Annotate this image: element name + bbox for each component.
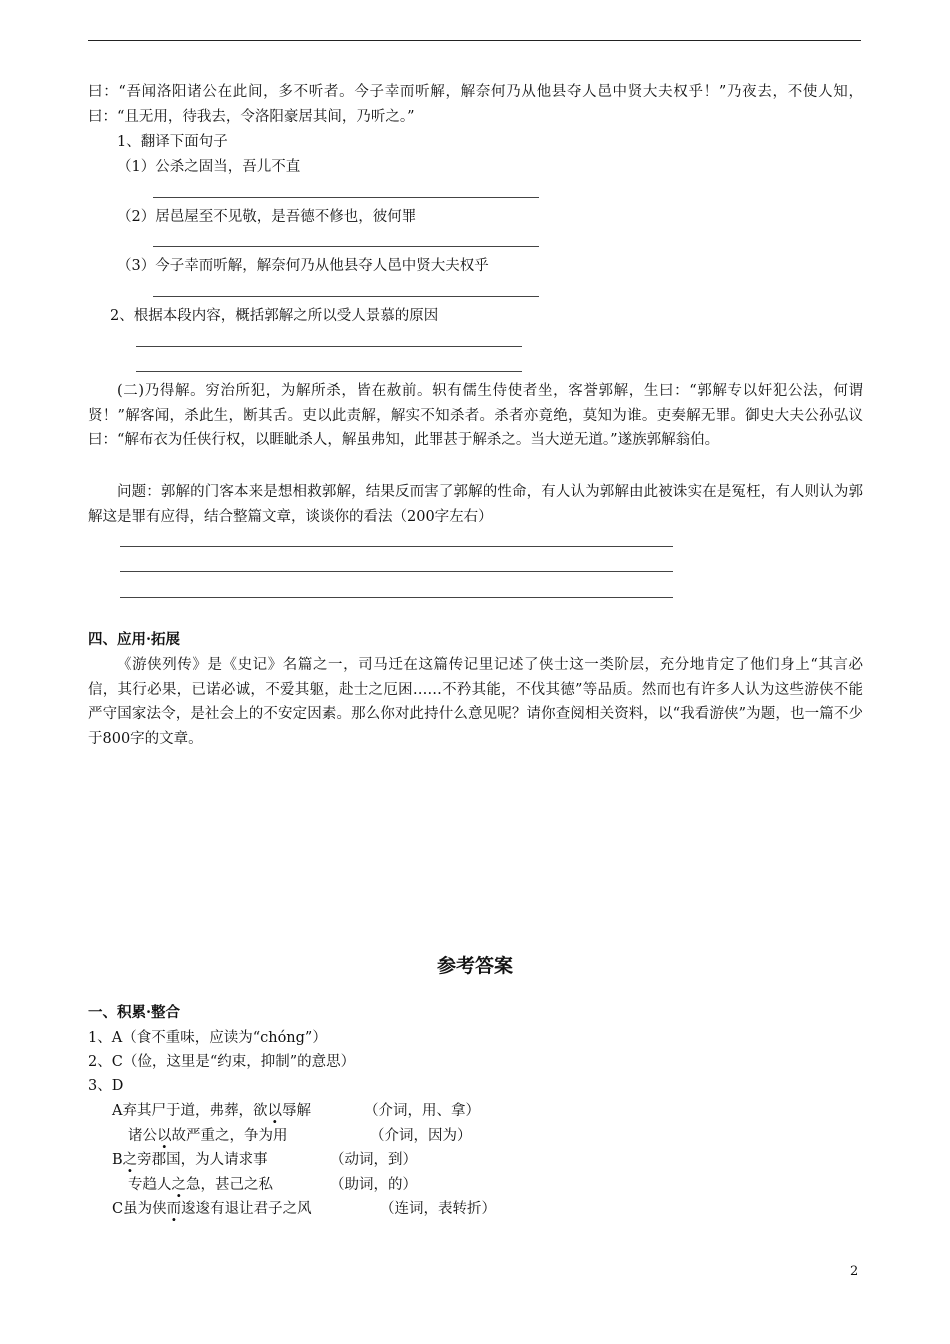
text: C虽为侠	[112, 1201, 167, 1217]
answer-3-line-A1	[112, 1101, 311, 1121]
answer-blank[interactable]	[136, 346, 522, 347]
emphasis-dot-char: 而	[166, 1201, 182, 1217]
answer-3-note-B1: （动词，到）	[330, 1152, 417, 1168]
question-1-title: 1、翻译下面句子	[117, 134, 228, 150]
answer-3-note-A1: （介词，用、拿）	[364, 1103, 480, 1119]
question-1-item-2: （2）居邑屋至不见敬，是吾德不修也，彼何罪	[117, 209, 417, 225]
answer-3-line-A2	[128, 1126, 288, 1146]
text: 急，甚己之私	[186, 1177, 273, 1193]
answer-3-note-B2: （助词，的）	[330, 1177, 417, 1193]
answer-3-line-B1	[112, 1150, 268, 1170]
passage-2: (二)乃得解。穷治所犯，为解所杀，皆在赦前。轵有儒生侍使者坐，客誉郭解，生曰：“郭解专以奸犯公法，何谓贤！”解客闻，杀此生，断其舌。吏以此责解，解实不知杀者。杀者亦竟绝，莫知为谁。吏奏解无罪。御史大夫公孙弘议曰：“解布衣为任侠行权，以睚眦杀人，解虽弗知，此罪甚于解杀之。当大逆无道。”遂族郭解翁伯。	[88, 383, 863, 448]
text: 旁郡国，为人请求事	[137, 1152, 268, 1168]
question-1-item-3: （3）今子幸而听解，解奈何乃从他县夺人邑中贤大夫权乎	[117, 258, 489, 274]
answer-3-note-C1: （连词，表转折）	[380, 1201, 496, 1217]
emphasis-dot-char: 之	[171, 1177, 186, 1193]
text: 诸公	[128, 1128, 157, 1144]
answer-blank[interactable]	[120, 597, 673, 598]
text: 故严重之，争为用	[171, 1128, 288, 1144]
page-number: 2	[850, 1264, 859, 1279]
section-4-body: 《游侠列传》是《史记》名篇之一，司马迁在这篇传记里记述了侠士这一类阶层，充分地肯定了他们身上“其言必信，其行必果，已诺必诚，不爱其躯，赴士之厄困……不矜其能，不伐其德”等品质。然而也有许多人认为这些游侠不能严守国家法令，是社会上的不安定因素。那么你对此持什么意见呢？请你查阅相关资料，以“我看游侠”为题，也一篇不少于800字的文章。	[88, 657, 863, 747]
answer-blank[interactable]	[120, 546, 673, 547]
answer-blank[interactable]	[136, 371, 522, 372]
emphasis-dot-char: 之	[122, 1152, 138, 1168]
question-1-item-1: （1）公杀之固当，吾儿不直	[117, 159, 301, 175]
answers-section-1-heading: 一、积累·整合	[88, 1004, 181, 1021]
answer-blank[interactable]	[120, 571, 673, 572]
answer-blank[interactable]	[153, 246, 539, 247]
answer-3-line-C1	[112, 1199, 312, 1219]
answer-3: 3、D	[88, 1078, 124, 1094]
answer-1: 1、A（食不重味，应读为“chóng”）	[88, 1030, 327, 1046]
discussion-question: 问题：郭解的门客本来是想相救郭解，结果反而害了郭解的性命，有人认为郭解由此被诛实在是冤枉，有人则认为郭解这是罪有应得，结合整篇文章，谈谈你的看法（200字左右）	[88, 484, 863, 525]
emphasis-dot-char: 以	[267, 1103, 282, 1119]
emphasis-dot-char: 以	[157, 1128, 172, 1144]
passage-continuation: 曰：“吾闻洛阳诸公在此间，多不听者。今子幸而听解，解奈何乃从他县夺人邑中贤大夫权乎！”乃夜去，不使人知，曰：“且无用，待我去，令洛阳豪居其间，乃听之。”	[88, 84, 863, 125]
answers-title: 参考答案	[436, 955, 513, 977]
section-4-heading: 四、应用·拓展	[88, 631, 181, 648]
answer-3-note-A2: （介词，因为）	[370, 1128, 472, 1144]
text: 逡逡有退让君子之风	[181, 1201, 312, 1217]
text: B	[112, 1152, 123, 1168]
answer-3-line-B2	[128, 1175, 273, 1195]
text: 专趋人	[128, 1177, 172, 1193]
text: A弃其尸于道，弗葬，欲	[112, 1103, 268, 1119]
header-rule	[88, 40, 861, 41]
answer-blank[interactable]	[153, 197, 539, 198]
question-2-title: 2、根据本段内容，概括郭解之所以受人景慕的原因	[110, 308, 439, 324]
text: 辱解	[281, 1103, 311, 1119]
answer-2: 2、C（俭，这里是“约束，抑制”的意思）	[88, 1054, 356, 1070]
answer-blank[interactable]	[153, 296, 539, 297]
